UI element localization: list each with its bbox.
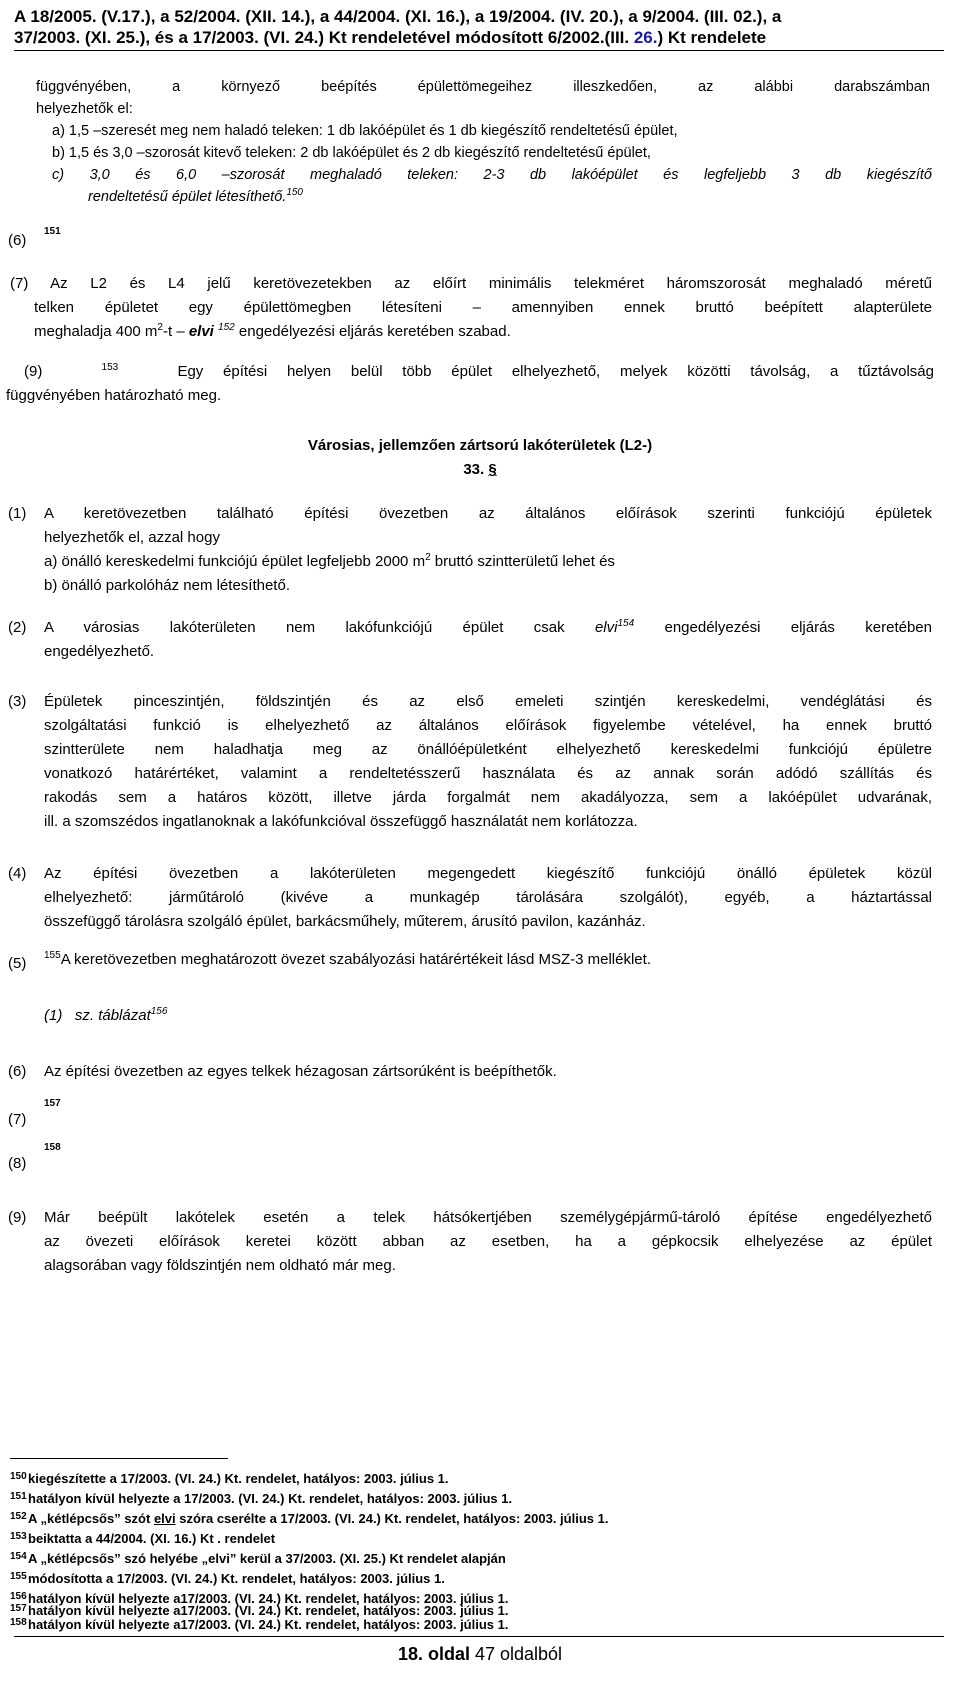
s1-num: (1) xyxy=(8,505,27,522)
s1-line-1: A keretövezetben található építési övezetben az általános előírások szerinti funkciójú épületek xyxy=(44,505,932,522)
s3-line-2: szolgáltatási funkció is elhelyezhető az általános előírások figyelembe vételével, ha ennek bruttó xyxy=(44,717,932,734)
footnote-152-num: 152 xyxy=(10,1511,27,1522)
s4-line-3: összefüggő tárolásra szolgáló épület, barkácsműhely, műterem, árusító pavilon, kazánház. xyxy=(44,913,646,930)
footer-page-total: 47 oldalból xyxy=(469,1644,563,1664)
s2-line-1-b: engedélyezési eljárás keretében xyxy=(634,619,932,636)
s3-line-6: ill. a szomszédos ingatlanoknak a lakófunkcióval összefüggő használatát nem korlátozza. xyxy=(44,813,638,830)
intro-item-b: b) 1,5 és 3,0 –szorosát kitevő teleken: 2 db lakóépület és 2 db kiegészítő rendeltetésű épület, xyxy=(52,145,651,161)
s3-num: (3) xyxy=(8,693,27,710)
s4-line-1: Az építési övezetben a lakóterületen megengedett kiegészítő funkciójú önálló épületek közül xyxy=(44,865,932,882)
footnote-ref-150[interactable]: 150 xyxy=(286,187,303,199)
section-title: Városias, jellemzően zártsorú lakóterületek (L2-) xyxy=(307,437,653,454)
s3-line-4: vonatkozó határértéket, valamint a rendeltetésszerű használata és az annak során adódó szállítás és xyxy=(44,765,932,782)
s1-line-2: helyezhetők el, azzal hogy xyxy=(44,529,220,546)
para-7-line-3-a: meghaladja 400 m xyxy=(34,323,158,340)
para-6-top xyxy=(8,232,26,249)
section-number-text: 33. xyxy=(463,461,485,478)
header-line-2-a: 37/2003. (XI. 25.), és a 17/2003. (VI. 24.) Kt rendeletével módosított 6/2002.(III. xyxy=(14,28,634,47)
footnote-158-text: hatályon kívül helyezte a17/2003. (VI. 24.) Kt. rendelet, hatályos: 2003. július 1. xyxy=(28,1617,509,1632)
para-9-top xyxy=(6,360,934,408)
para-9-top-num: (9) xyxy=(24,363,43,380)
section-symbol: § xyxy=(488,461,497,478)
s1-item-a xyxy=(44,550,932,574)
s5-text: A keretövezetben meghatározott övezet szabályozási határértékeit lásd MSZ-3 melléklet. xyxy=(60,951,651,968)
s9-line-3: alagsorában vagy földszintjén nem oldható már meg. xyxy=(44,1257,396,1274)
s6-text: Az építési övezetben az egyes telkek hézagosan zártsorúként is beépíthetők. xyxy=(44,1063,557,1080)
s5-num: (5) xyxy=(8,955,27,972)
footnote-ref-153[interactable]: 153 xyxy=(101,362,119,373)
intro-paragraph xyxy=(36,76,930,120)
s5-table-ref-a: (1) xyxy=(44,1007,63,1024)
footnote-151-text: hatályon kívül helyezte a 17/2003. (VI. 24.) Kt. rendelet, hatályos: 2003. július 1. xyxy=(28,1491,513,1506)
footnote-154 xyxy=(10,1548,506,1567)
footnote-155 xyxy=(10,1568,445,1587)
s1-body xyxy=(44,502,932,598)
para-6-top-num: (6) xyxy=(8,232,27,249)
footnote-151-num: 151 xyxy=(10,1491,27,1502)
s9-line-2: az övezeti előírások keretei között abban az esetben, ha a gépkocsik elhelyezése az épület xyxy=(44,1233,932,1250)
footnote-154-num: 154 xyxy=(10,1551,27,1562)
intro-list xyxy=(52,120,932,208)
s9-num: (9) xyxy=(8,1209,27,1226)
footnote-ref-156[interactable]: 156 xyxy=(150,1006,168,1017)
page-footer xyxy=(0,1644,960,1665)
s2-line-1 xyxy=(44,616,932,640)
footnote-divider xyxy=(10,1458,228,1459)
footnote-157-num: 157 xyxy=(10,1603,27,1614)
footnote-153-num: 153 xyxy=(10,1531,27,1542)
footnote-158 xyxy=(10,1614,508,1633)
s6-num: (6) xyxy=(8,1063,27,1080)
s7-num: (7) xyxy=(8,1111,27,1128)
s1-item-a-text-2: bruttó szintterületű lehet és xyxy=(430,553,615,570)
s3-line-1: Épületek pinceszintjén, földszintjén és az első emeleti szintjén kereskedelmi, vendéglátási és xyxy=(44,693,932,710)
para-7-line-3-c: engedélyezési eljárás keretében szabad. xyxy=(234,323,511,340)
s5-table-ref xyxy=(44,1004,167,1028)
footnote-152-underlined: elvi xyxy=(153,1511,176,1526)
s2-elvi: elvi xyxy=(594,619,618,636)
footnote-151 xyxy=(10,1488,512,1507)
footer-page-number: 18. oldal xyxy=(397,1644,470,1664)
footnote-152-post: szóra cserélte a 17/2003. (VI. 24.) Kt. rendelet, hatályos: 2003. július 1. xyxy=(175,1511,609,1526)
s2-body xyxy=(44,616,932,664)
footnote-ref-158[interactable]: 158 xyxy=(44,1142,61,1153)
para-7-superscript-2: 2 xyxy=(157,322,163,333)
s9-line-1: Már beépült lakótelek esetén a telek hátsókertjében személygépjármű-tároló építése engedélyezhető xyxy=(44,1209,932,1226)
footnote-158-num: 158 xyxy=(10,1617,27,1628)
s3-body xyxy=(44,690,932,834)
s1-item-a-text: a) önálló kereskedelmi funkciójú épület legfeljebb 2000 m xyxy=(44,553,426,570)
s8-num: (8) xyxy=(8,1155,27,1172)
footnote-152 xyxy=(10,1508,608,1527)
footnote-153-text: beiktatta a 44/2004. (XI. 16.) Kt . rendelet xyxy=(28,1531,276,1546)
footnote-ref-154[interactable]: 154 xyxy=(617,618,635,629)
footnote-150 xyxy=(10,1468,449,1487)
section-number xyxy=(0,458,960,482)
footnote-156-num: 156 xyxy=(10,1591,27,1602)
para-7-line-3 xyxy=(10,320,932,344)
intro-item-a: a) 1,5 –szeresét meg nem haladó teleken: 1 db lakóépület és 1 db kiegészítő rendeltetésű épület, xyxy=(52,123,678,139)
s2-line-2: engedélyezhető. xyxy=(44,643,155,660)
page-header xyxy=(14,6,944,48)
footnote-150-text: kiegészítette a 17/2003. (VI. 24.) Kt. rendelet, hatályos: 2003. július 1. xyxy=(28,1471,449,1486)
footnote-157-text: hatályon kívül helyezte a17/2003. (VI. 24.) Kt. rendelet, hatályos: 2003. július 1. xyxy=(28,1603,509,1618)
footnote-154-text: A „kétlépcsős” szó helyébe „elvi” kerül a 37/2003. (XI. 25.) Kt rendelet alapján xyxy=(28,1551,506,1566)
para-7 xyxy=(10,272,932,344)
para-7-line-2: telken épületet egy épülettömegben létesíteni – amennyiben ennek bruttó beépített alapterülete xyxy=(34,299,932,316)
footnote-150-num: 150 xyxy=(10,1471,27,1482)
para-7-line-3-b: -t – xyxy=(162,323,189,340)
s5-body xyxy=(44,948,932,972)
footnote-153 xyxy=(10,1528,275,1547)
footnote-ref-155[interactable]: 155 xyxy=(44,950,61,961)
header-line-2-b: 26. xyxy=(633,28,658,47)
s5-line xyxy=(44,948,932,972)
s9-body xyxy=(44,1206,932,1278)
intro-item-c-2 xyxy=(52,186,932,208)
intro-line-2: helyezhetők el: xyxy=(36,101,133,117)
para-7-elvi: elvi xyxy=(188,323,214,340)
footnote-155-num: 155 xyxy=(10,1571,27,1582)
intro-item-c-2-text: rendeltetésű épület létesíthető. xyxy=(88,189,287,205)
header-divider xyxy=(14,50,944,51)
para-9-top-text: Egy építési helyen belül több épület elhelyezhető, melyek közötti távolság, a tűztávolság xyxy=(177,363,934,380)
para-7-line-1: (7) Az L2 és L4 jelű keretövezetekben az előírt minimális telekméret háromszorosát meghaladó méretű xyxy=(10,275,932,292)
s5-table-ref-b: sz. táblázat xyxy=(74,1007,151,1024)
footnote-ref-157[interactable]: 157 xyxy=(44,1098,61,1109)
header-line-1: A 18/2005. (V.17.), a 52/2004. (XII. 14.), a 44/2004. (XI. 16.), a 19/2004. (IV. 20.), a 9/2004. (III. 02.), a xyxy=(14,7,782,26)
footer-divider xyxy=(14,1636,944,1637)
s4-body xyxy=(44,862,932,934)
section-heading xyxy=(0,434,960,482)
footnote-152-pre: A „kétlépcsős” szót xyxy=(28,1511,154,1526)
para-9-top-line-1 xyxy=(6,360,934,384)
intro-line-1: függvényében, a környező beépítés épülettömegeihez illeszkedően, az alábbi darabszámban xyxy=(36,79,930,95)
footnote-ref-152[interactable]: 152 xyxy=(218,322,235,333)
footnote-156-text: hatályon kívül helyezte a17/2003. (VI. 24.) Kt. rendelet, hatályos: 2003. július 1. xyxy=(28,1591,509,1606)
s4-line-2: elhelyezhető: járműtároló (kivéve a munkagép tárolására szolgálót), egyéb, a háztartással xyxy=(44,889,932,906)
s3-line-5: rakodás sem a határos között, illetve járda forgalmát nem akadályozza, sem a lakóépület udvarának, xyxy=(44,789,932,806)
header-line-2 xyxy=(14,27,944,48)
s1-item-a-superscript: 2 xyxy=(425,552,431,563)
para-9-top-line-2: függvényében határozható meg. xyxy=(6,387,222,404)
header-line-2-c: ) Kt rendelete xyxy=(657,28,767,47)
s2-num: (2) xyxy=(8,619,27,636)
s1-item-b: b) önálló parkolóház nem létesíthető. xyxy=(44,577,290,594)
s4-num: (4) xyxy=(8,865,27,882)
s3-line-3: szintterülete nem haladhatja meg az önállóépületként elhelyezhető kereskedelmi funkciójú épületre xyxy=(44,741,932,758)
intro-item-c-1: c) 3,0 és 6,0 –szorosát meghaladó teleken: 2-3 db lakóépület és legfeljebb 3 db kiegészítő xyxy=(52,167,932,183)
footnote-ref-151[interactable]: 151 xyxy=(44,226,61,237)
s2-line-1-a: A városias lakóterületen nem lakófunkciójú épület csak xyxy=(44,619,595,636)
footnote-155-text: módosította a 17/2003. (VI. 24.) Kt. rendelet, hatályos: 2003. július 1. xyxy=(28,1571,445,1586)
